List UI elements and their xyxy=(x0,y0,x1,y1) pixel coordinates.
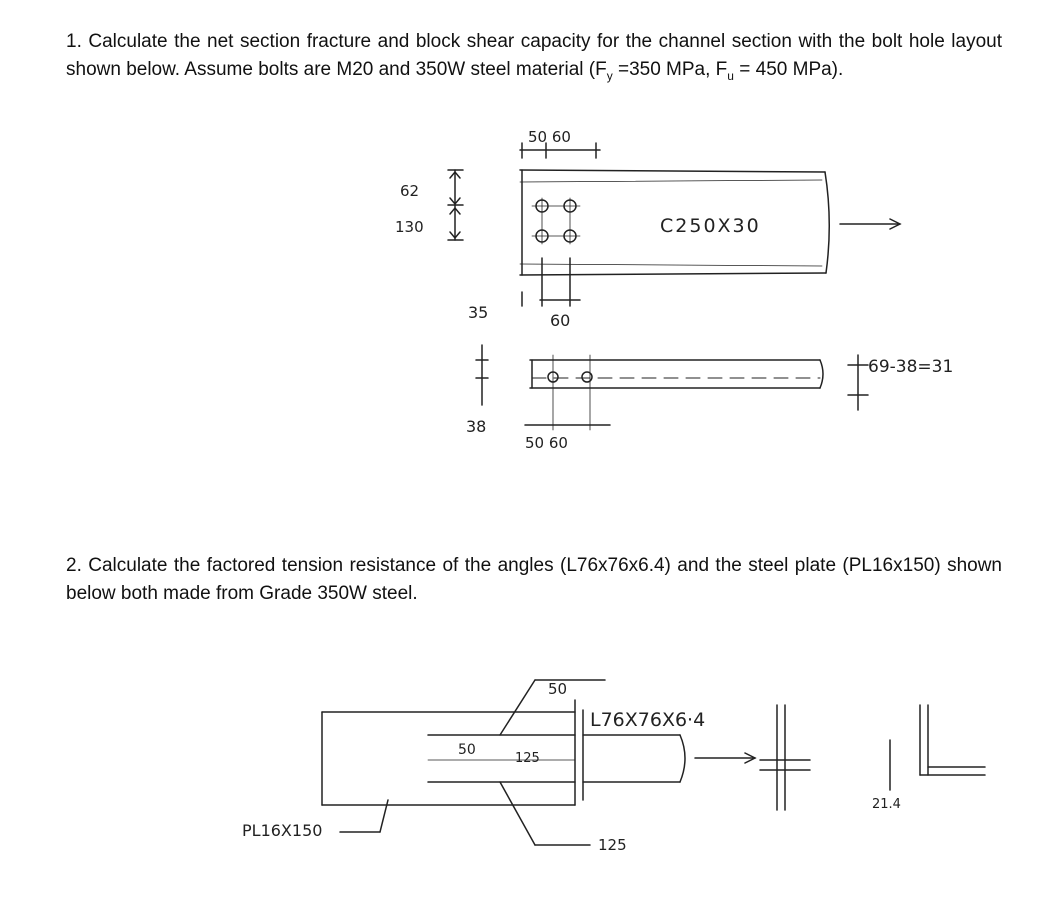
dim-60-label: 60 xyxy=(550,311,571,330)
dim-50-label: 50 xyxy=(458,742,476,758)
question-1: 1. Calculate the net section fracture and block shear capacity for the channel section with the bolt hole layout shown below. Assume bolts are M20 and 350W steel material ($F_y =350$ MPa, $F_u = 450$ MPa). xyxy=(66,31,1002,83)
angle-label: L76X76X6·4 xyxy=(590,709,706,731)
dim-130-label: 130 xyxy=(395,218,424,236)
dim-35-label: 35 xyxy=(468,303,489,322)
dim-125-label: 125 xyxy=(515,751,540,766)
bottom-bolt-spacing: 50 60 xyxy=(525,434,568,452)
top-bolt-spacing: 50 60 xyxy=(528,128,571,146)
dim-21-4-label: 21.4 xyxy=(872,797,901,812)
dim-50-top: 50 xyxy=(548,680,568,698)
plate-label: PL16X150 xyxy=(242,821,323,840)
section-label: C250X30 xyxy=(660,215,761,237)
dim-125-bottom: 125 xyxy=(598,836,627,854)
dim-38-label: 38 xyxy=(466,417,487,436)
gauge-calculation: 69-38=31 xyxy=(868,357,954,377)
question-2: 2. Calculate the factored tension resistance of the angles (L76x76x6.4) and the steel plate (PL16x150) shown below both made from Grade 350W steel. xyxy=(66,555,1002,604)
dim-62-label: 62 xyxy=(400,182,420,200)
